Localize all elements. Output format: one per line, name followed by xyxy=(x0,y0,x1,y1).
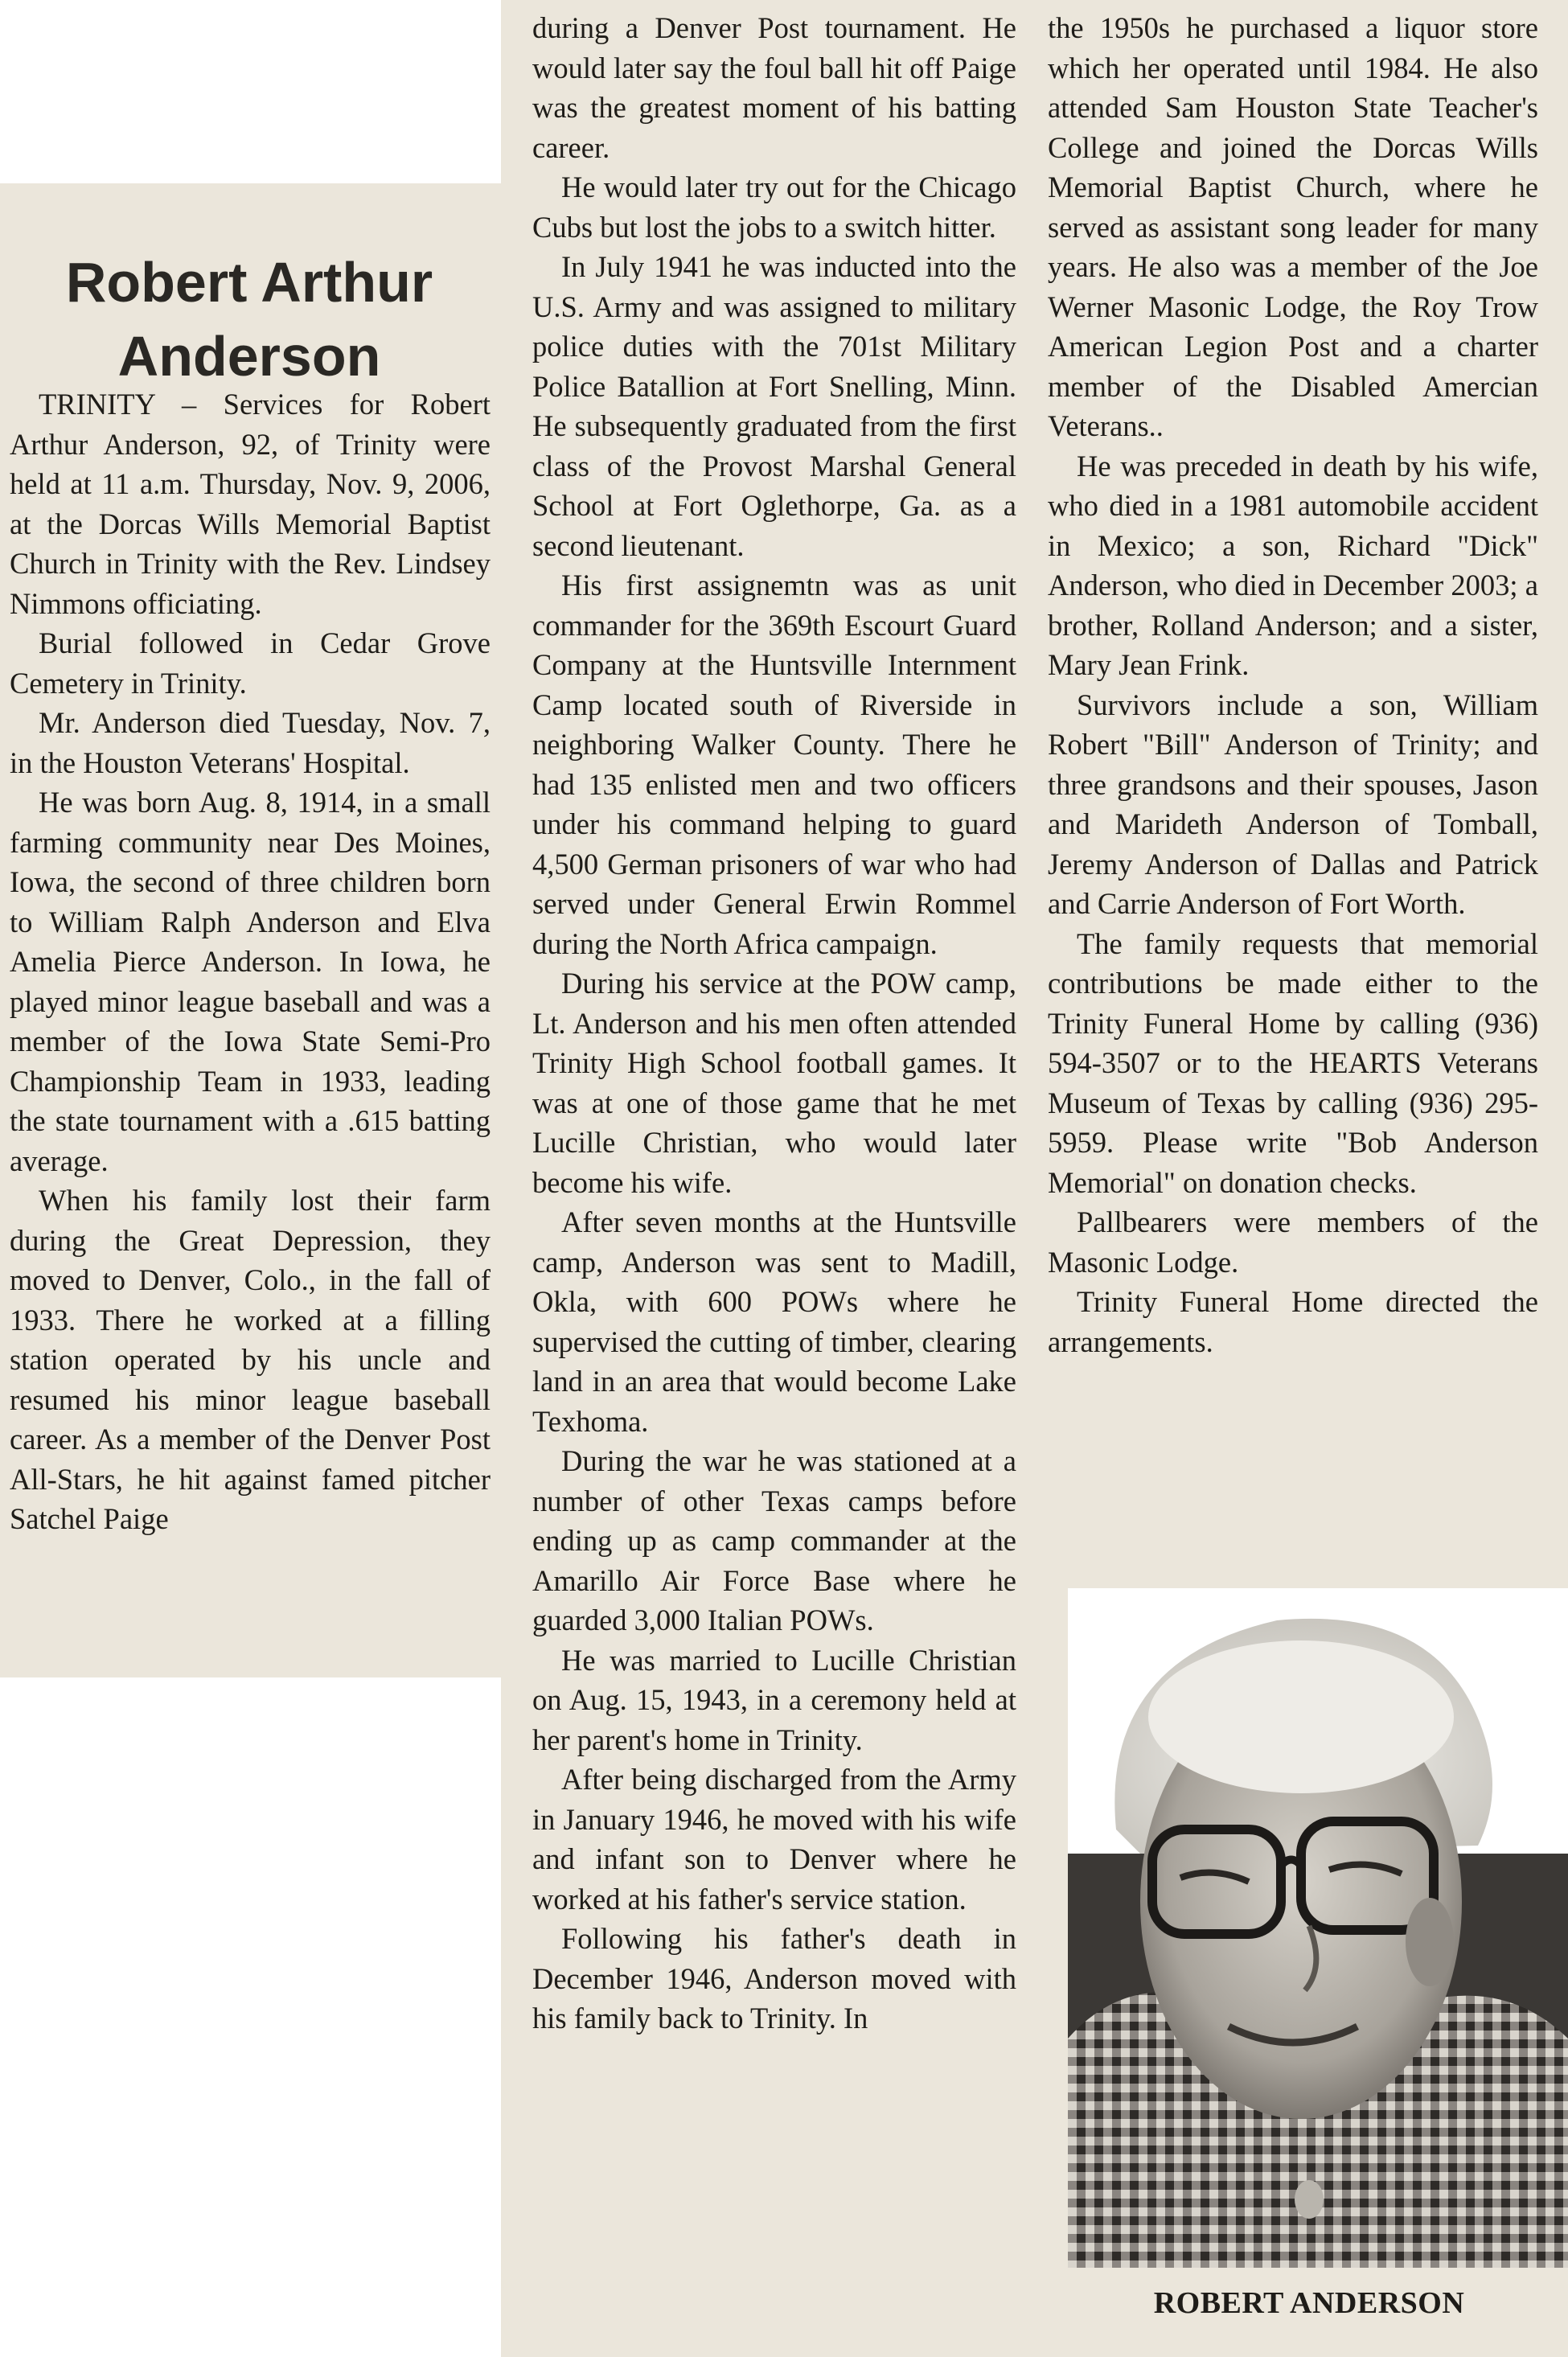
paragraph: After seven months at the Huntsville camp, Anderson was sent to Madill, Okla, with 600 POWs where he supervised the cutting of timber, clearing land in an area that would become Lake Texhoma. xyxy=(532,1205,1016,1438)
paragraph-continuation: during a Denver Post tournament. He would later say the foul ball hit off Paige was the greatest moment of his batting career. xyxy=(532,11,1016,164)
paragraph: Survivors include a son, William Robert "Bill" Anderson of Trinity; and three grandsons and their spouses, Jason and Marideth Anderson of Tomball, Jeremy Anderson of Dallas and Patrick and Carrie Anderson of Fort Worth. xyxy=(1048,688,1538,920)
paragraph: He would later try out for the Chicago Cubs but lost the jobs to a switch hitter. xyxy=(532,170,1016,244)
paragraph: When his family lost their farm during the Great Depression, they moved to Denver, Colo., in the fall of 1933. There he worked at a filling station operated by his uncle and resumed his minor league baseball career. As a member of the Denver Post All-Stars, he hit against famed pitcher Satchel Paige xyxy=(10,1184,491,1535)
middle-text-column xyxy=(532,8,1016,2039)
obituary-headline: Robert Arthur Anderson xyxy=(65,250,433,388)
paragraph: In July 1941 he was inducted into the U.S. Army and was assigned to military police duties with the 701st Military Police Batallion at Fort Snelling, Minn. He subsequently graduated from the first class of the Provost Marshal General School at Fort Oglethorpe, Ga. as a second lieutenant. xyxy=(532,250,1016,562)
paragraph: He was married to Lucille Christian on Aug. 15, 1943, in a ceremony held at her parent's home in Trinity. xyxy=(532,1643,1016,1756)
paragraph: Mr. Anderson died Tuesday, Nov. 7, in the Houston Veterans' Hospital. xyxy=(10,706,491,779)
portrait-photo xyxy=(1068,1588,1568,2268)
paragraph: During his service at the POW camp, Lt. Anderson and his men often attended Trinity High School football games. It was at one of those game that he met Lucille Christian, who would later become his wife. xyxy=(532,967,1016,1199)
paragraph: After being discharged from the Army in January 1946, he moved with his wife and infant son to Denver where he worked at his father's service station. xyxy=(532,1763,1016,1916)
paragraph: TRINITY – Services for Robert Arthur Anderson, 92, of Trinity were held at 11 a.m. Thursday, Nov. 9, 2006, at the Dorcas Wills Memorial Baptist Church in Trinity with the Rev. Lindsey Nimmons officiating. xyxy=(10,388,491,620)
paragraph: Trinity Funeral Home directed the arrangements. xyxy=(1048,1285,1538,1358)
paragraph: Following his father's death in December 1946, Anderson moved with his family back to Trinity. In xyxy=(532,1922,1016,2035)
paragraph-continuation: the 1950s he purchased a liquor store which her operated until 1984. He also attended Sam Houston State Teacher's College and joined the Dorcas Wills Memorial Baptist Church, where he served as assistant song leader for many years. He also was a member of the Joe Werner Masonic Lodge, the Roy Trow American Legion Post and a charter member of the Disabled Amercian Veterans.. xyxy=(1048,11,1538,442)
left-text-column xyxy=(10,384,491,1539)
photo-caption: ROBERT ANDERSON xyxy=(1153,2286,1465,2320)
paragraph: His first assignemtn was as unit commander for the 369th Escourt Guard Company at the Huntsville Internment Camp located south of Riverside in neighboring Walker County. There he had 135 enlisted men and two officers under his command helping to guard 4,500 German prisoners of war who had served under General Erwin Rommel during the North Africa campaign. xyxy=(532,569,1016,960)
paragraph: He was preceded in death by his wife, who died in a 1981 automobile accident in Mexico; a son, Richard "Dick" Anderson, who died in December 2003; a brother, Rolland Anderson; and a sister, Mary Jean Frink. xyxy=(1048,449,1538,681)
paragraph: The family requests that memorial contributions be made either to the Trinity Funeral Home by calling (936) 594-3507 or to the HEARTS Veterans Museum of Texas by calling (936) 295-5959. Please write "Bob Anderson Memorial" on donation checks. xyxy=(1048,926,1538,1199)
paragraph: During the war he was stationed at a number of other Texas camps before ending up as camp commander at the Amarillo Air Force Base where he guarded 3,000 Italian POWs. xyxy=(532,1444,1016,1636)
paragraph: Burial followed in Cedar Grove Cemetery in Trinity. xyxy=(10,626,491,700)
paragraph: Pallbearers were members of the Masonic Lodge. xyxy=(1048,1205,1538,1279)
paragraph: He was born Aug. 8, 1914, in a small farming community near Des Moines, Iowa, the second of three children born to William Ralph Anderson and Elva Amelia Pierce Anderson. In Iowa, he played minor league baseball and was a member of the Iowa State Semi-Pro Championship Team in 1933, leading the state tournament with a .615 batting average. xyxy=(10,786,491,1177)
right-text-column xyxy=(1048,8,1538,1361)
